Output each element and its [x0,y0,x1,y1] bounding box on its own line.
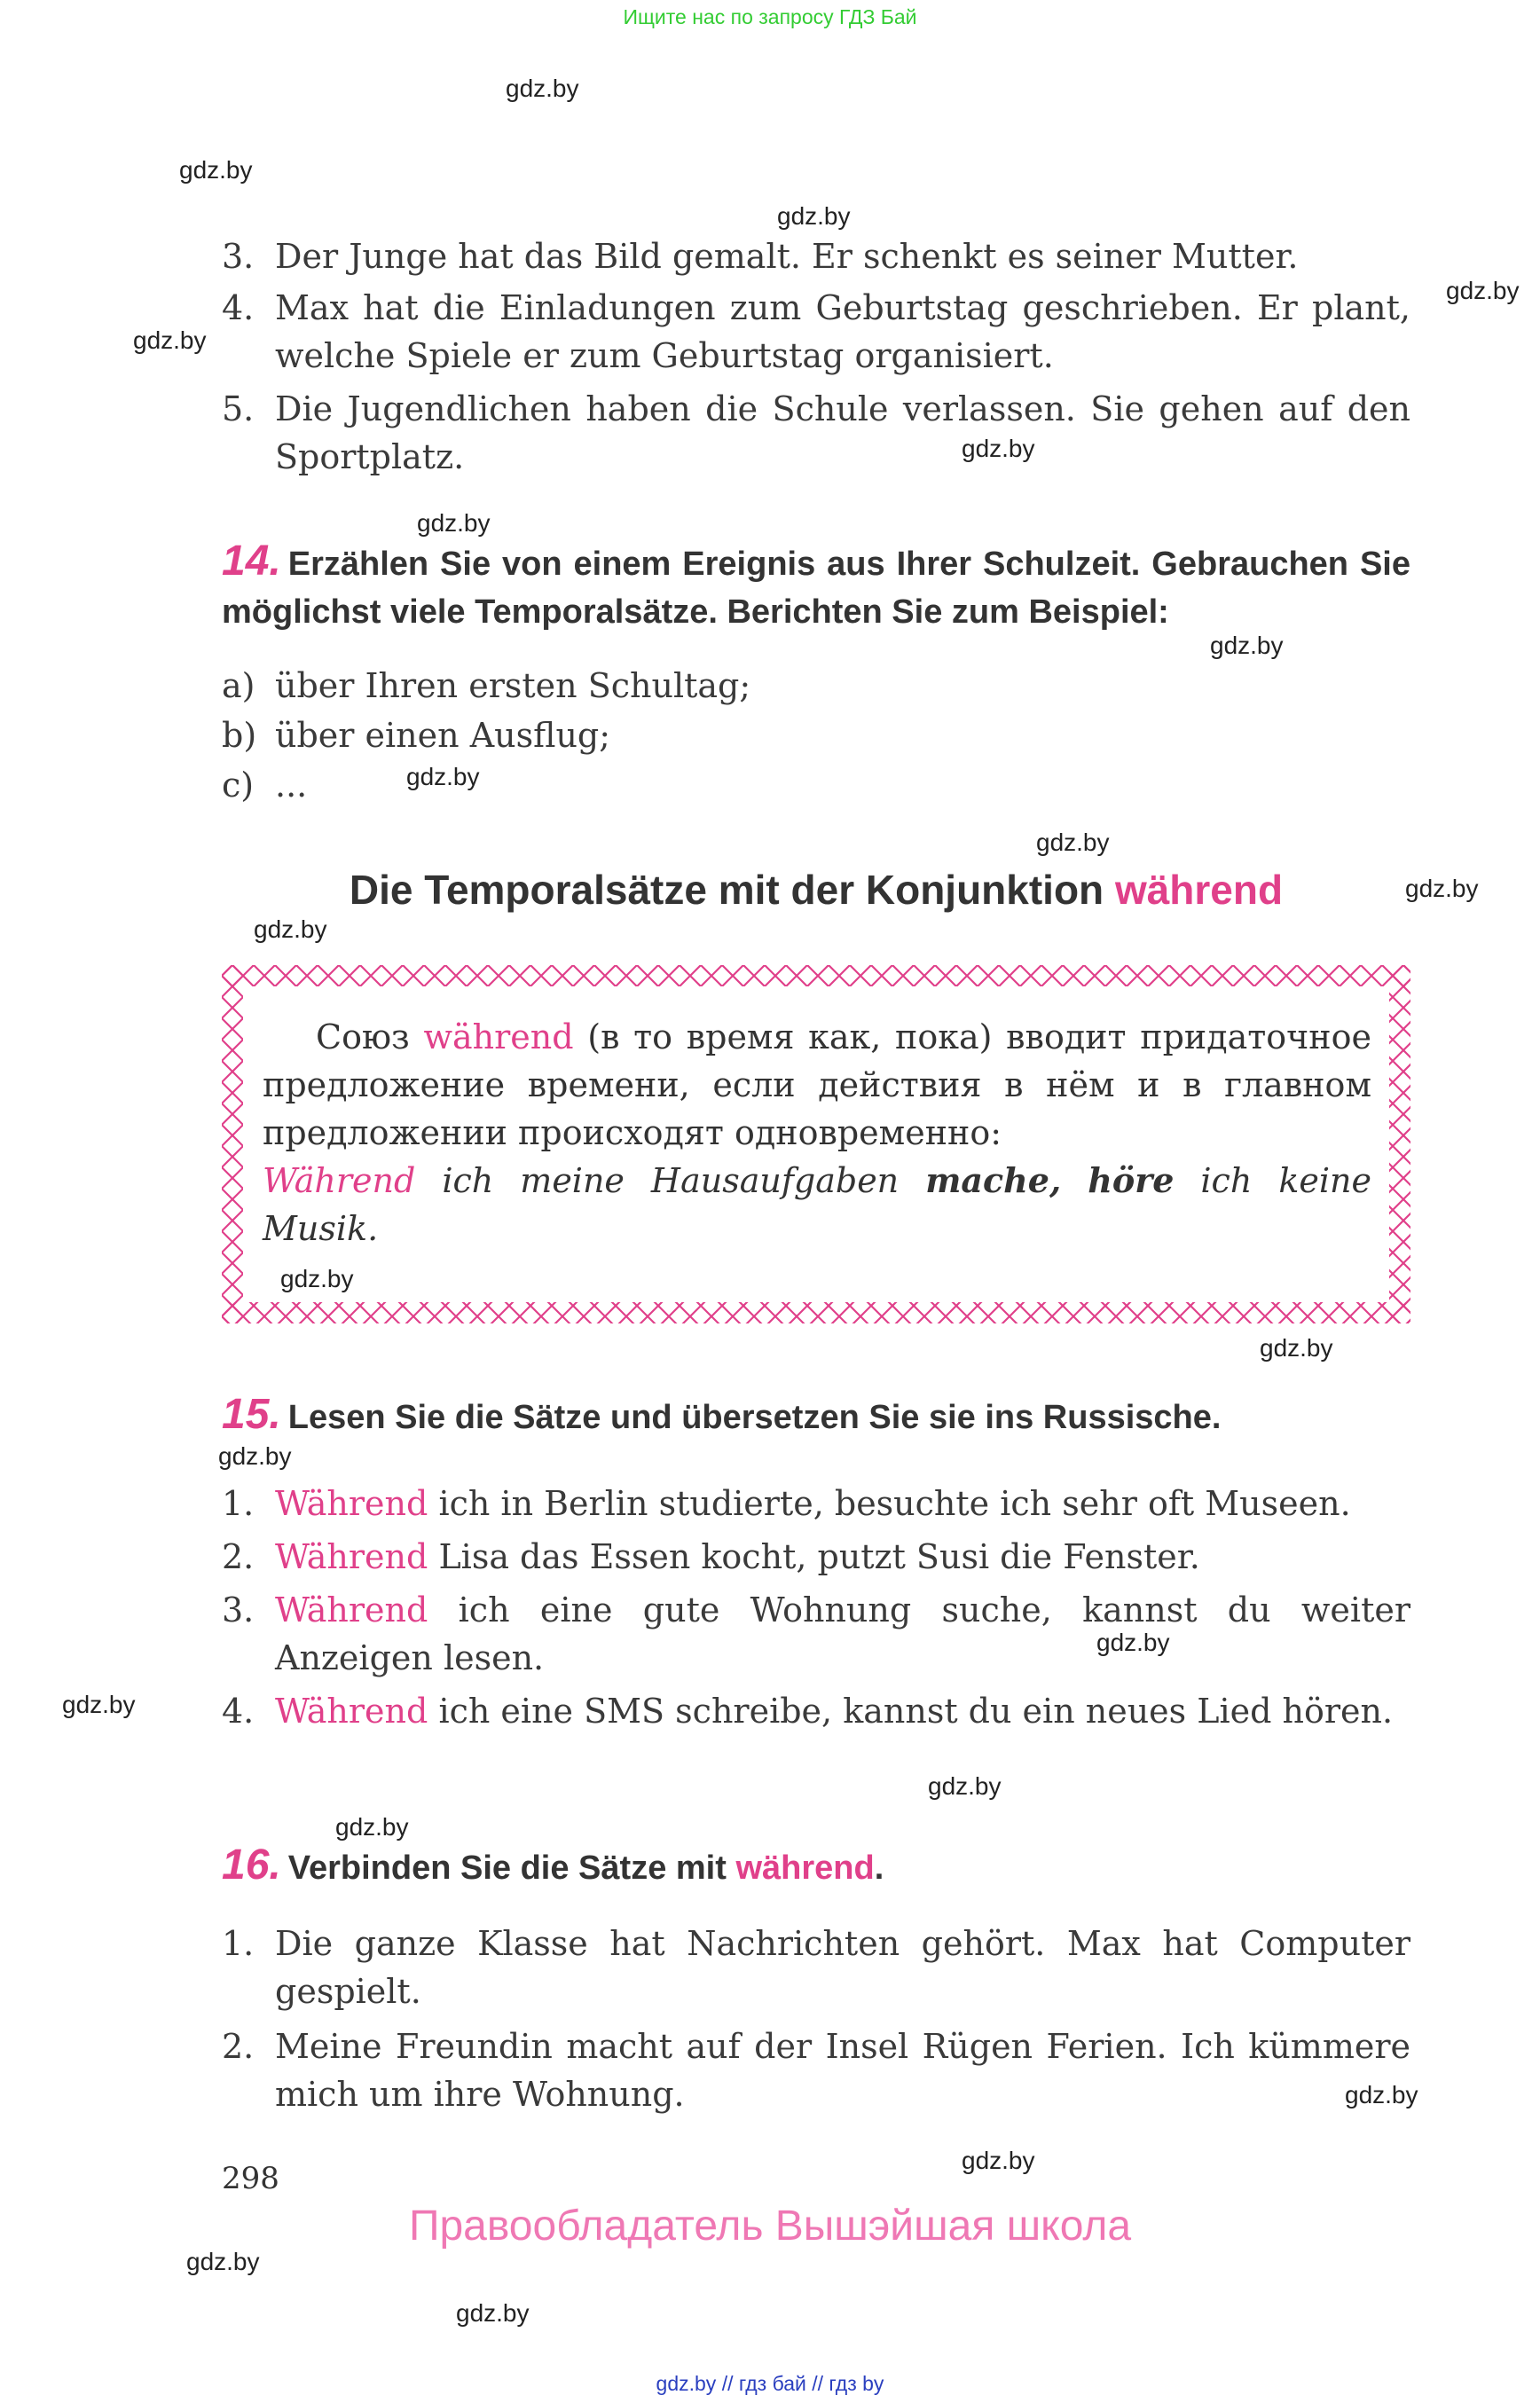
task-instruction-suffix: . [874,1849,884,1887]
option-label: b) [222,716,257,755]
watermark: gdz.by [62,1691,136,1718]
list-item [222,284,1410,380]
list-item [222,232,1410,280]
option-item [222,711,1410,759]
task-instruction: Verbinden Sie die Sätze mit [287,1849,727,1887]
list-item [222,1586,1410,1682]
list-item-number: 5. [222,389,255,428]
list-item-number: 1. [222,1484,255,1523]
rule-explanation: (в то время как, пока) вводит придаточное предложение времени, если действия в нём и в главном предложении происходят одновременно: [263,1017,1371,1152]
list-item-keyword: Während [275,1590,428,1629]
watermark: gdz.by [417,509,491,537]
option-text: über einen Ausflug; [275,716,611,755]
task-instruction: Lesen Sie die Sätze und übersetzen Sie sie ins Russische. [287,1399,1222,1436]
task-number: 16. [222,1842,281,1889]
watermark: gdz.by [1210,632,1284,659]
list-item-number: 3. [222,237,255,276]
watermark: gdz.by [962,2147,1035,2174]
list-item-text: Während Lisa das Essen kocht, putzt Susi die Fenster. [275,1537,1200,1576]
list-item [222,2022,1410,2118]
watermark: gdz.by [777,202,851,230]
watermark: gdz.by [1260,1334,1333,1362]
watermark: gdz.by [1405,875,1479,902]
list-item-text: Max hat die Einladungen zum Geburtstag geschrieben. Er plant, welche Spiele er zum Geburtstag organisiert. [275,288,1410,375]
list-item-text: Während ich eine SMS schreibe, kannst du ein neues Lied hören. [275,1692,1394,1731]
option-label: c) [222,766,255,805]
watermark: gdz.by [406,763,480,790]
page-number: 298 [222,2161,279,2196]
list-item-text: Der Junge hat das Bild gemalt. Er schenkt es seiner Mutter. [275,237,1299,276]
list-item-text: Während ich eine gute Wohnung suche, kannst du weiter Anzeigen lesen. [275,1590,1410,1677]
list-item-number: 3. [222,1590,255,1629]
option-label: a) [222,666,255,705]
section-title-text: Die Temporalsätze mit der Konjunktion [349,867,1104,913]
list-item-text: Die ganze Klasse hat Nachrichten gehört. Max hat Computer gespielt. [275,1924,1410,2011]
section-title [222,866,1410,914]
list-item-number: 2. [222,1537,255,1576]
watermark: gdz.by [133,326,207,354]
watermark: gdz.by [1096,1629,1170,1656]
rule-keyword: während [423,1017,574,1056]
section-title-keyword: während [1114,867,1284,913]
top-banner[interactable]: Ищите нас по запросу ГДЗ Бай [623,5,917,28]
rule-example-keyword: Während [263,1161,416,1200]
bottom-links[interactable]: gdz.by // гдз бай // гдз by [656,2372,884,2395]
rule-example [263,1157,1371,1253]
list-item [222,1687,1410,1735]
watermark: gdz.by [335,1813,409,1841]
rule-example-verb: mache, [925,1160,1062,1200]
list-item [222,385,1410,481]
list-item-number: 4. [222,288,255,327]
rule-example-text: ich keine Musik. [263,1161,1371,1248]
rule-box [222,965,1410,1323]
task-14-heading [222,538,1410,636]
task-16-heading [222,1842,1410,1892]
list-item [222,1480,1410,1527]
rule-example-text: ich meine Hausaufgaben [442,1161,900,1200]
list-item-number: 4. [222,1692,255,1731]
rule-example-verb: höre [1088,1160,1175,1200]
option-item [222,662,1410,710]
watermark: gdz.by [506,75,579,102]
watermark: gdz.by [1036,828,1110,856]
list-item-keyword: Während [275,1484,428,1523]
watermark: gdz.by [218,1442,292,1470]
list-item-text: Meine Freundin macht auf der Insel Rügen Ferien. Ich kümmere mich um ihre Wohnung. [275,2027,1410,2114]
list-item-text: Während ich in Berlin studierte, besuchte ich sehr oft Museen. [275,1484,1351,1523]
watermark: gdz.by [928,1772,1002,1800]
watermark: gdz.by [962,435,1035,462]
watermark: gdz.by [1345,2081,1418,2109]
list-item-keyword: Während [275,1537,428,1576]
watermark: gdz.by [254,915,327,943]
option-item [222,761,1410,809]
watermark: gdz.by [179,156,253,184]
task-number: 14. [222,538,281,585]
task-number: 15. [222,1391,281,1438]
rule-text [263,1013,1371,1253]
watermark: gdz.by [280,1265,354,1292]
list-item [222,1533,1410,1581]
list-item-number: 2. [222,2027,255,2066]
rule-intro: Союз [316,1017,410,1056]
task-instruction: Erzählen Sie von einem Ereignis aus Ihrer Schulzeit. Gebrauchen Sie möglichst viele Temporalsätze. Berichten Sie zum Beispiel: [222,546,1410,631]
list-item-number: 1. [222,1924,255,1963]
watermark: gdz.by [456,2299,530,2327]
option-text: über Ihren ersten Schultag; [275,666,751,705]
copyright-notice: Правообладатель Вышэйшая школа [408,2203,1132,2250]
list-item-text: Die Jugendlichen haben die Schule verlassen. Sie gehen auf den Sportplatz. [275,389,1410,476]
task-instruction-keyword: während [735,1849,875,1887]
option-text: ... [275,766,308,805]
list-item-keyword: Während [275,1692,428,1731]
watermark: gdz.by [186,2248,260,2275]
task-15-heading [222,1391,1410,1441]
watermark: gdz.by [1446,277,1520,304]
list-item [222,1920,1410,2015]
